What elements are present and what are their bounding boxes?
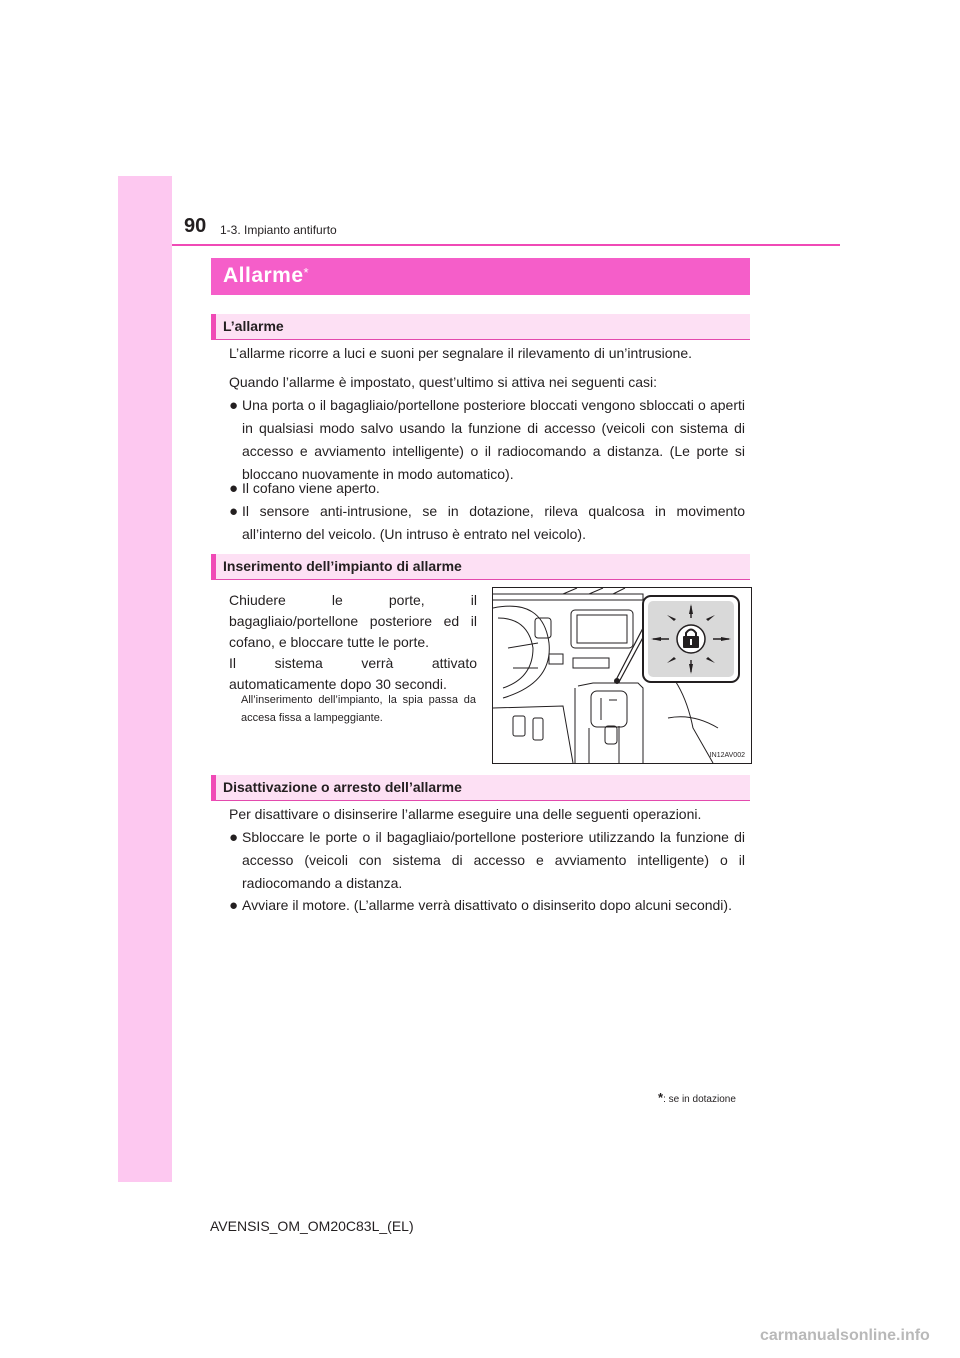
subheading-text: Inserimento dell’impianto di allarme (223, 558, 462, 574)
list-item (229, 477, 745, 500)
dashboard-drawing (493, 588, 751, 763)
list-item (229, 394, 745, 486)
footnote-text: : se in dotazione (663, 1094, 736, 1105)
list-item-text: Il sensore anti-intrusione, se in dotazione, rileva qualcosa in movimento all’interno del veicolo. (Un intruso è entrato nel veicolo). (242, 503, 745, 542)
bullet-icon: ● (229, 829, 239, 846)
footnote-asterisk: * (658, 1090, 664, 1105)
list-item-text: Sbloccare le porte o il bagagliaio/portellone posteriore utilizzando la funzione di accesso (veicoli con sistema di accesso e avviamento intelligente) o il radiocomando a distanza. (242, 829, 745, 891)
subheading-disattivazione (211, 775, 750, 801)
bullet-icon: ● (229, 503, 239, 520)
subheading-inserimento (211, 554, 750, 580)
bullet-icon: ● (229, 480, 239, 497)
page-title (223, 264, 310, 288)
subheading-text: L’allarme (223, 318, 284, 334)
paragraph: Il sistema verrà attivato automaticamente dopo 30 secondi. (229, 655, 477, 692)
paragraph: Chiudere le porte, il bagagliaio/portellone posteriore ed il cofano, e bloccare tutte le porte. (229, 592, 477, 650)
paragraph: Quando l’allarme è impostato, quest’ultimo si attiva nei seguenti casi: (229, 374, 657, 390)
bullet-icon: ● (229, 397, 239, 414)
page-number: 90 (184, 215, 207, 237)
list-item (229, 500, 745, 546)
document-code: AVENSIS_OM_OM20C83L_(EL) (210, 1218, 414, 1234)
bullet-icon: ● (229, 897, 239, 914)
watermark: carmanualsonline.info (760, 1327, 930, 1344)
header-rule (172, 244, 840, 246)
page-title-bar (211, 258, 750, 295)
side-color-band (118, 176, 172, 1182)
list-item (229, 894, 745, 917)
paragraph: Per disattivare o disinserire l’allarme eseguire una delle seguenti operazioni. (229, 806, 702, 822)
subheading-allarme (211, 314, 750, 340)
page-title-text: Allarme (223, 264, 304, 287)
list-item-text: Il cofano viene aperto. (242, 480, 380, 496)
footnote (658, 1090, 736, 1105)
note: All’inserimento dell’impianto, la spia passa da accesa fissa a lampeggiante. (241, 694, 476, 724)
dashboard-illustration (492, 587, 752, 764)
list-item-text: Una porta o il bagagliaio/portellone posteriore bloccati vengono sbloccati o aperti in qualsiasi modo salvo usando la funzione di accesso (veicoli con sistema di accesso e avviamento intelligente) o il radiocomando a distanza. (Le porte si bloccano nuovamente in modo automatico). (242, 397, 745, 482)
list-item (229, 826, 745, 895)
section-header: 1-3. Impianto antifurto (220, 223, 337, 237)
figure-code: IN12AV002 (709, 752, 745, 759)
title-asterisk: * (303, 265, 310, 280)
subheading-text: Disattivazione o arresto dell’allarme (223, 779, 462, 795)
paragraph: L’allarme ricorre a luci e suoni per segnalare il rilevamento di un’intrusione. (229, 345, 693, 361)
list-item-text: Avviare il motore. (L’allarme verrà disattivato o disinserito dopo alcuni secondi). (242, 897, 732, 913)
